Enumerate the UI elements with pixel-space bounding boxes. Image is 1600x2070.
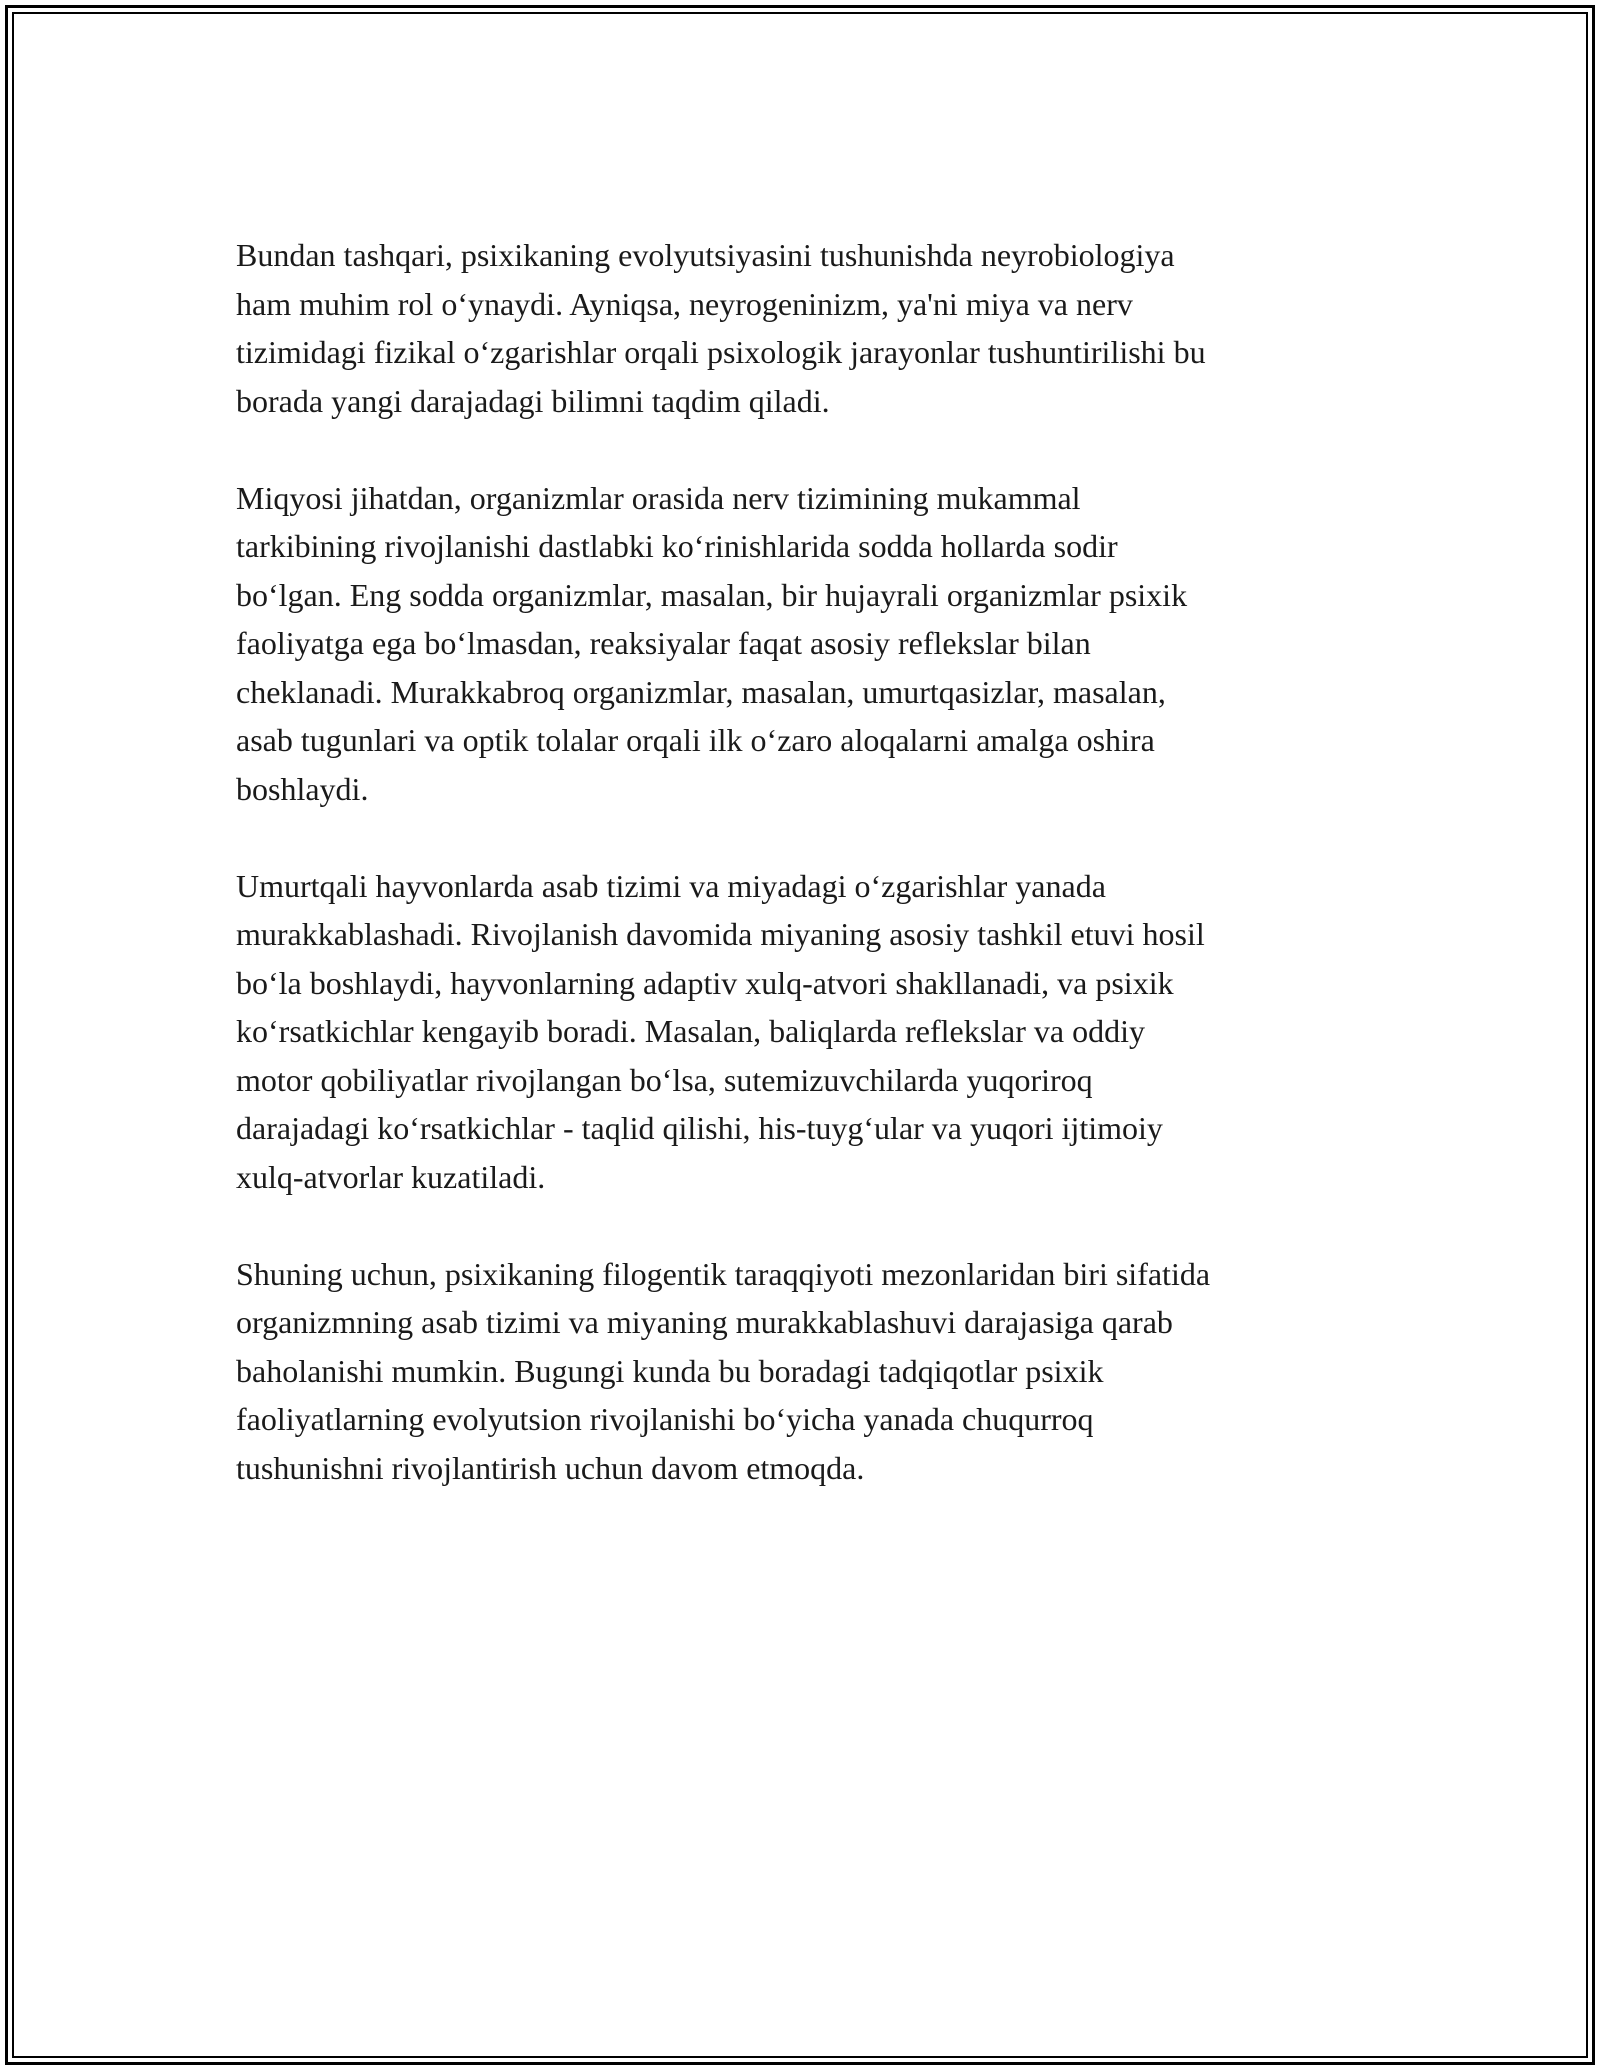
text-line: bo‘la boshlaydi, hayvonlarning adaptiv xulq-atvori shakllanadi, va psixik (236, 964, 1174, 1001)
text-line: ko‘rsatkichlar kengayib boradi. Masalan, baliqlarda reflekslar va oddiy (236, 1013, 1145, 1049)
text-line: asab tugunlari va optik tolalar orqali ilk o‘zaro aloqalarni amalga oshira (236, 722, 1155, 758)
text-line: cheklanadi. Murakkabroq organizmlar, masalan, umurtqasizlar, masalan, (236, 673, 1166, 710)
text-line: faoliyatlarning evolyutsion rivojlanishi bo‘yicha yanada chuqurroq (236, 1401, 1094, 1437)
text-line: ham muhim rol o‘ynaydi. Ayniqsa, neyrogeninizm, ya'ni miya va nerv (236, 285, 1133, 322)
text-line: darajadagi ko‘rsatkichlar - taqlid qilishi, his-tuyg‘ular va yuqori ijtimoiy (236, 1110, 1163, 1146)
paragraph-2 (236, 474, 1366, 814)
text-line: organizmning asab tizimi va miyaning murakkablashuvi darajasiga qarab (236, 1304, 1173, 1340)
paragraph-1 (236, 231, 1366, 425)
text-line: baholanishi mumkin. Bugungi kunda bu boradagi tadqiqotlar psixik (236, 1352, 1104, 1389)
document-body (236, 231, 1366, 1541)
text-line: borada yangi darajadagi bilimni taqdim qiladi. (236, 382, 830, 419)
text-line: Shuning uchun, psixikaning filogentik taraqqiyoti mezonlaridan biri sifatida (236, 1255, 1211, 1292)
text-line: tushunishni rivojlantirish uchun davom etmoqda. (236, 1449, 865, 1486)
text-line: boshlaydi. (236, 770, 369, 807)
text-line: bo‘lgan. Eng sodda organizmlar, masalan, bir hujayrali organizmlar psixik (236, 576, 1188, 613)
paragraph-3 (236, 862, 1366, 1202)
text-line: tizimidagi fizikal o‘zgarishlar orqali psixologik jarayonlar tushuntirilishi bu (236, 334, 1206, 370)
text-line: murakkablashadi. Rivojlanish davomida miyaning asosiy tashkil etuvi hosil (236, 916, 1205, 952)
text-line: faoliyatga ega bo‘lmasdan, reaksiyalar faqat asosiy reflekslar bilan (236, 625, 1091, 661)
text-line: xulq-atvorlar kuzatiladi. (236, 1158, 546, 1195)
text-line: tarkibining rivojlanishi dastlabki ko‘rinishlarida sodda hollarda sodir (236, 528, 1118, 564)
text-line: Umurtqali hayvonlarda asab tizimi va miyadagi o‘zgarishlar yanada (236, 867, 1106, 904)
text-line: Miqyosi jihatdan, organizmlar orasida nerv tizimining mukammal (236, 479, 1081, 516)
text-line: motor qobiliyatlar rivojlangan bo‘lsa, sutemizuvchilarda yuqoriroq (236, 1061, 1093, 1098)
text-line: Bundan tashqari, psixikaning evolyutsiyasini tushunishda neyrobiologiya (236, 237, 1175, 273)
paragraph-4 (236, 1250, 1366, 1493)
